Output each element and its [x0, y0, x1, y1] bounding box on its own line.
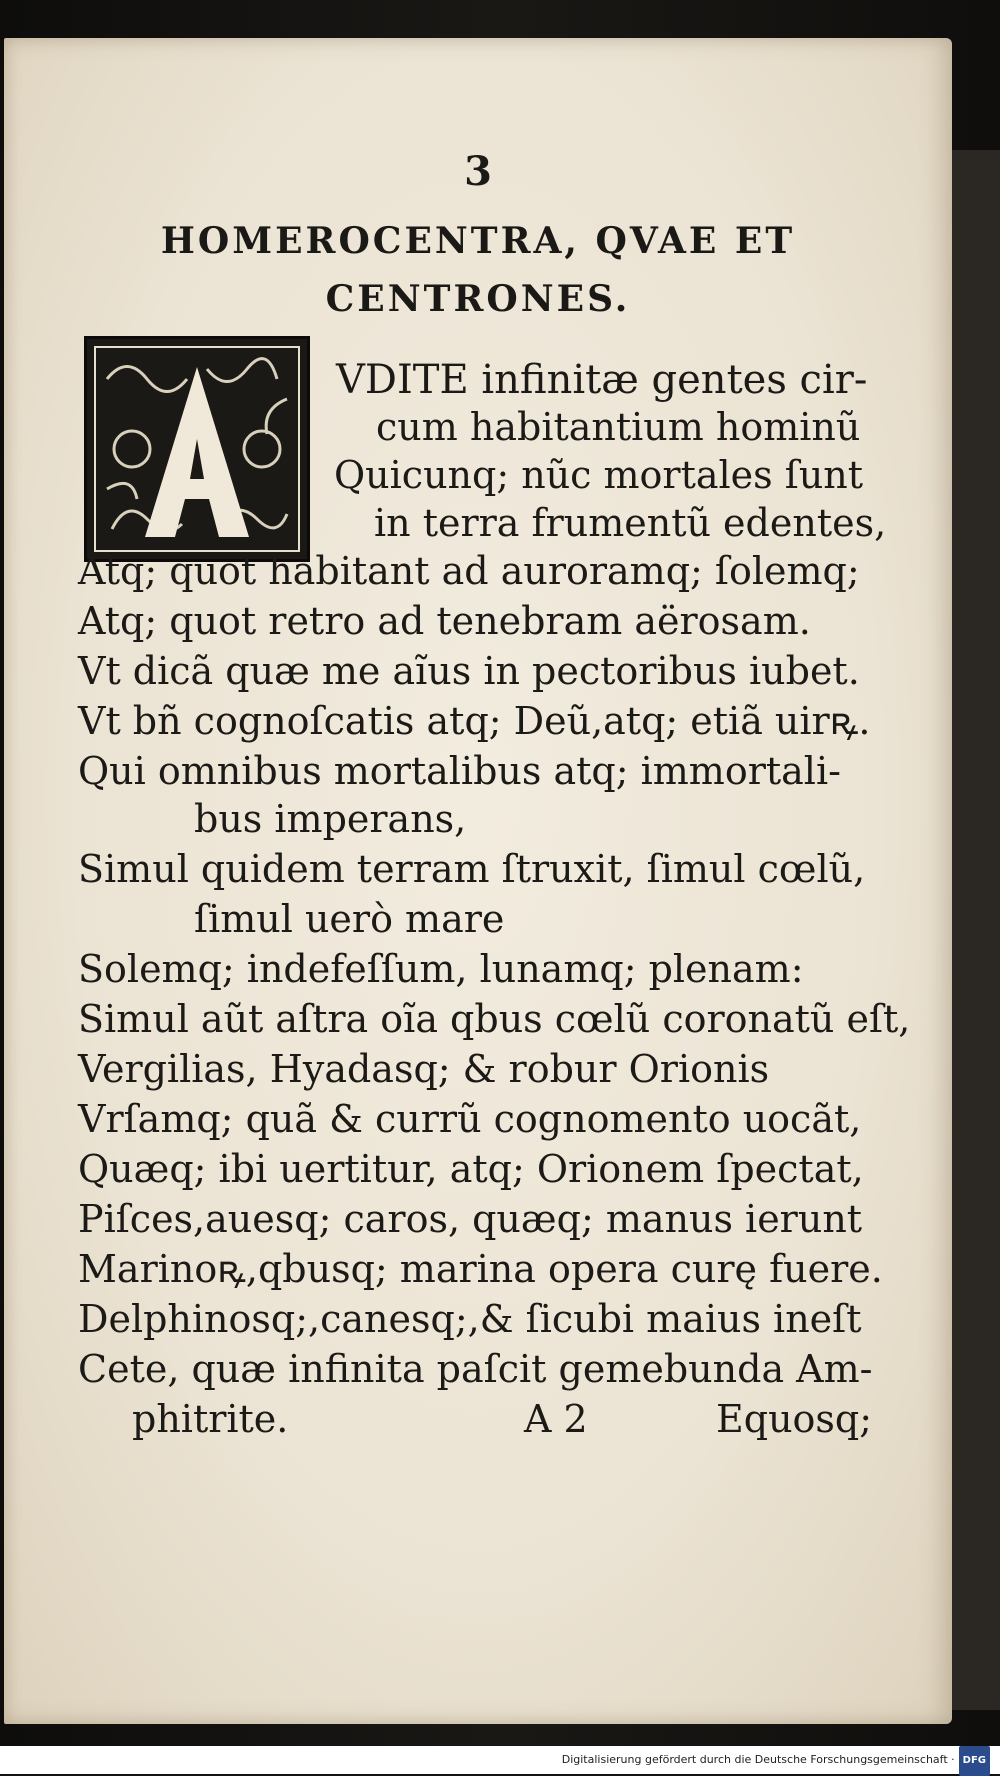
text-line: Delphinosq;,canesq;,& ſicubi maius ineſt: [78, 1297, 862, 1341]
text-line: VDITE infinitæ gentes cir-: [336, 357, 868, 403]
catchword: Equosq;: [716, 1397, 873, 1441]
text-line: bus imperans,: [194, 797, 467, 841]
book-page: [4, 38, 952, 1724]
page-number: 3: [464, 148, 492, 195]
text-line: Vergilias, Hyadasq; & robur Orionis: [78, 1047, 770, 1091]
text-line: Piſces,auesq; caros, quæq; manus ierunt: [78, 1197, 863, 1241]
text-line: Vt bñ cognoſcatis atq; Deũ,atq; etiã uirꝶ.: [78, 699, 871, 743]
signature-mark: A 2: [524, 1397, 588, 1441]
text-line: in terra frumentũ edentes,: [374, 501, 887, 545]
footer-text: Digitalisierung gefördert durch die Deutsche Forschungsgemeinschaft ·: [561, 1753, 955, 1766]
decorated-initial-a: [84, 336, 310, 562]
text-line: Vrſamq; quã & currũ cognomento uocãt,: [78, 1097, 862, 1141]
text-line: Atq; quot retro ad tenebram aërosam.: [78, 599, 811, 643]
digitization-footer: [0, 1746, 1000, 1774]
text-line: Quæq; ibi uertitur, atq; Orionem ſpectat,: [78, 1147, 864, 1191]
text-line: phitrite.: [132, 1397, 289, 1441]
text-line: Vt dicã quæ me aĩus in pectoribus iubet.: [78, 649, 860, 693]
text-line: Simul quidem terram ſtruxit, ſimul cœlũ,: [78, 847, 866, 891]
text-line: Simul aũt aſtra oĩa qbus cœlũ coronatũ eſt,: [78, 997, 911, 1041]
text-line: Qui omnibus mortalibus atq; immortali-: [78, 749, 841, 793]
dfg-logo-badge: DFG: [959, 1746, 990, 1776]
text-line: Cete, quæ infinita paſcit gemebunda Am-: [78, 1347, 873, 1391]
text-line: ſimul uerò mare: [194, 897, 505, 941]
text-line: Marinoꝶ,qbusq; marina opera curę fuere.: [78, 1247, 883, 1291]
text-line: Solemq; indefeſſum, lunamq; plenam:: [78, 947, 804, 991]
text-line: Quicunq; nũc mortales ſunt: [334, 453, 864, 497]
text-line: cum habitantium hominũ: [376, 405, 861, 449]
text-line: Atq; quot habitant ad auroramq; ſolemq;: [78, 549, 860, 593]
title-line-1: HOMEROCENTRA, QVAE ET: [160, 220, 796, 262]
woodcut-initial-icon: [87, 339, 307, 559]
title-line-2: CENTRONES.: [325, 278, 631, 320]
